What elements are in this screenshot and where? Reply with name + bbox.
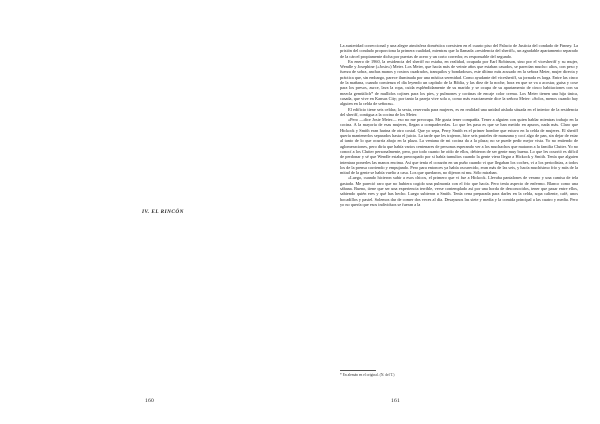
paragraph: El edificio tiene seis celdas; la sexta, reservada para mujeres, es en realidad una unidad aislada situada en el interior de la residencia del sheriff, contigua a la cocina de los Meier. <box>340 106 578 117</box>
right-page <box>300 0 600 424</box>
page-number-left: 160 <box>145 398 154 404</box>
paragraph: La austeridad correccional y una alegre atmósfera doméstica coexisten en el cuarto piso del Palacio de Justicia del condado de Finney. La prisión del condado proporciona la primera cualidad, mientras que la llamada «residencia del sheriff», un agradable apartamento separado de la cárcel propiamente dicha por puertas de acero y un corto corredor, es responsable del segundo. <box>340 43 578 59</box>
body-text <box>340 43 578 207</box>
footnote-divider <box>340 370 376 371</box>
running-head: IV. EL RINCÓN <box>142 209 184 215</box>
paragraph: »Luego, cuando hicieron subir a esos chicos, el primero que vi fue a Hickock. Llevaba pantalones de verano y una camisa de tela gastada. Me pareció raro que no hubiera cogido una pulmonía con el frío que hacía. Pero tenía aspecto de enfermo. Blanco como una sábana. Bueno, tiene que ser una experiencia terrible, verse contemplado así por una horda de desconocidos, tener que pasar entre ellos, sabiendo quién eres y qué has hecho. Luego subieron a Smith. Tenía cena preparada para darles en la celda, sopa caliente, café, unos bocadillos y pastel. Solemos dar de comer dos veces al día. Desayunos las siete y media y la comida principal a las cuatro y media. Pero yo no quería que esos individuos se fueran a la <box>340 175 578 207</box>
page-number-right: 161 <box>391 398 400 404</box>
footnote: * En alemán en el original. (N. del T.) <box>340 373 395 377</box>
paragraph: En enero de 1960, la residencia del sheriff no estaba, en realidad, ocupada por Earl Robinson, sino por el vicesheriff y su mujer, Wendle y Josephine («Josie») Meier. Los Meier, que hacía más de veinte años que estaban casados, se parecían mucho: altos, con peso y fuerza de sobra, anchas manos y rostros cuadrados, tranquilos y bondadosos, este último más acusado en la señora Meier, mujer directa y práctica que, sin embargo, parece iluminada por una mística serenidad. Como ayudante del vicesheriff, su jornada es larga. Entre las cinco de la mañana, cuando comienza el día leyendo un capítulo de la Biblia, y las diez de la noche, hora en que se va a acostar, guisa y cose para los presos, zurce, lava la ropa, cuida espléndidamente de su marido y se ocupa de su apartamento de cinco habitaciones con su mezcla gemütlich* de mullidos cojines para los pies, y pulmones y cortinas de encaje color crema. Los Meier tienen una hija única, casada, que vive en Kansas City; por tanto la pareja vive sola o, como más exactamente dice la señora Meier: «Solos, menos cuando hay alguien en la celda de señoras». <box>340 58 578 107</box>
paragraph: «Pero —dice Josie Meier— eso no me preocupa. Me gusta tener compañía. Tener a alguien con quien hablar mientras trabajo en la cocina. A la mayoría de esas mujeres, llegan a compadecerlas. Lo que les pasa es que se han metido en apuros, nada más. Claro que Hickock y Smith eran harina de otro costal. Que yo sepa, Perry Smith es el primer hombre que estuvo en la celda de mujeres. El sheriff quería mantenerlos separados hasta el juicio. La tarde que les trajeron, hice seis pasteles de manzana y cocí algo de pan, sin dejar de estar al tanto de lo que ocurría abajo en la plaza. La ventana de mi cocina da a la plaza; no se puede pedir mejor vista. Yo no entiendo de aglomeraciones, pero diría que había varios centenares de personas esperando ver a los muchachos que mataron a la familia Clutter. Yo no conocí a los Clutter personalmente, pero, por todo cuanto he oído de ellos, debieron de ser gente muy buena. Lo que les ocurrió es difícil de perdonar y sé que Wendle estaba preocupado por si había tumultos cuando la gente viera llegar a Hickock y Smith. Tenía que alguien intentara ponerles las manos encima. Así que tenía el corazón en un puño cuando vi que llegaban los coches, vi a los periodistas, a todos los de la prensa corriendo y empujando. Pero para entonces ya había oscurecido, eran más de las seis, y hacía muchísimo frío y más de la mitad de la gente se había vuelto a casa. Los que quedaron, no dijeron ni mu. Sólo miraban. <box>340 117 578 176</box>
